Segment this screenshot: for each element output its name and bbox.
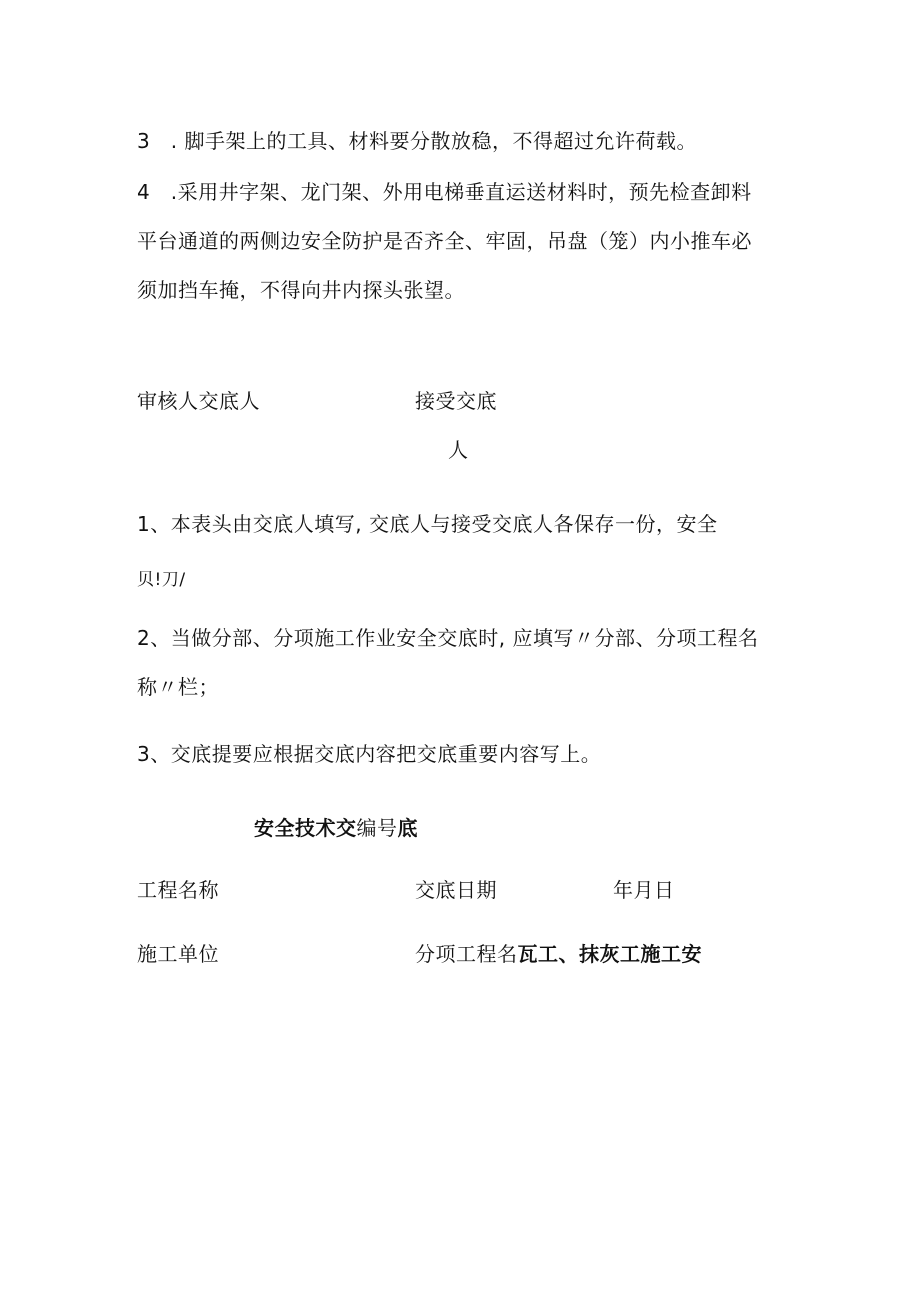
item-4-line-3: 须加挡车掩，不得向井内探头张望。 [137, 278, 465, 302]
note-2-line-1: 2、当做分部、分项施工作业安全交底时, 应填写〃分部、分项工程名 [137, 626, 759, 650]
reviewer-discloser-label: 审核人交底人 [137, 389, 260, 413]
note-1-line-2: 贝!刀/ [137, 570, 186, 590]
note-1-line-1: 1、本表头由交底人填写, 交底人与接受交底人各保存一份，安全 [137, 512, 718, 536]
item-3: 3 . 脚手架上的工具、材料要分散放稳，不得超过允许荷载。 [137, 129, 697, 153]
receiver-label-part2: 人 [448, 438, 469, 462]
form-title-part3: 底 [397, 816, 418, 840]
sub-project-label: 分项工程名 [415, 942, 518, 966]
note-2-line-2: 称〃栏； [137, 675, 219, 699]
project-name-label: 工程名称 [137, 878, 219, 902]
item-4-line-2: 平台通道的两侧边安全防护是否齐全、牢固，吊盘（笼）内小推车必 [137, 229, 752, 253]
sub-project-value: 瓦工、抹灰工施工安 [517, 942, 702, 966]
sub-project-field [415, 941, 702, 967]
form-title-part1: 安全技术交 [254, 816, 357, 840]
disclosure-date-label: 交底日期 [415, 878, 497, 902]
receiver-label-part1: 接受交底 [415, 389, 497, 413]
construction-unit-label: 施工单位 [137, 942, 219, 966]
note-3: 3、交底提要应根据交底内容把交底重要内容写上。 [137, 742, 602, 766]
form-title [254, 815, 418, 841]
item-4-line-1: 4 .采用井字架、龙门架、外用电梯垂直运送材料时，预先检查卸料 [137, 180, 752, 204]
date-format-text: 年月日 [613, 878, 675, 902]
form-number-label: 编号 [356, 816, 398, 840]
